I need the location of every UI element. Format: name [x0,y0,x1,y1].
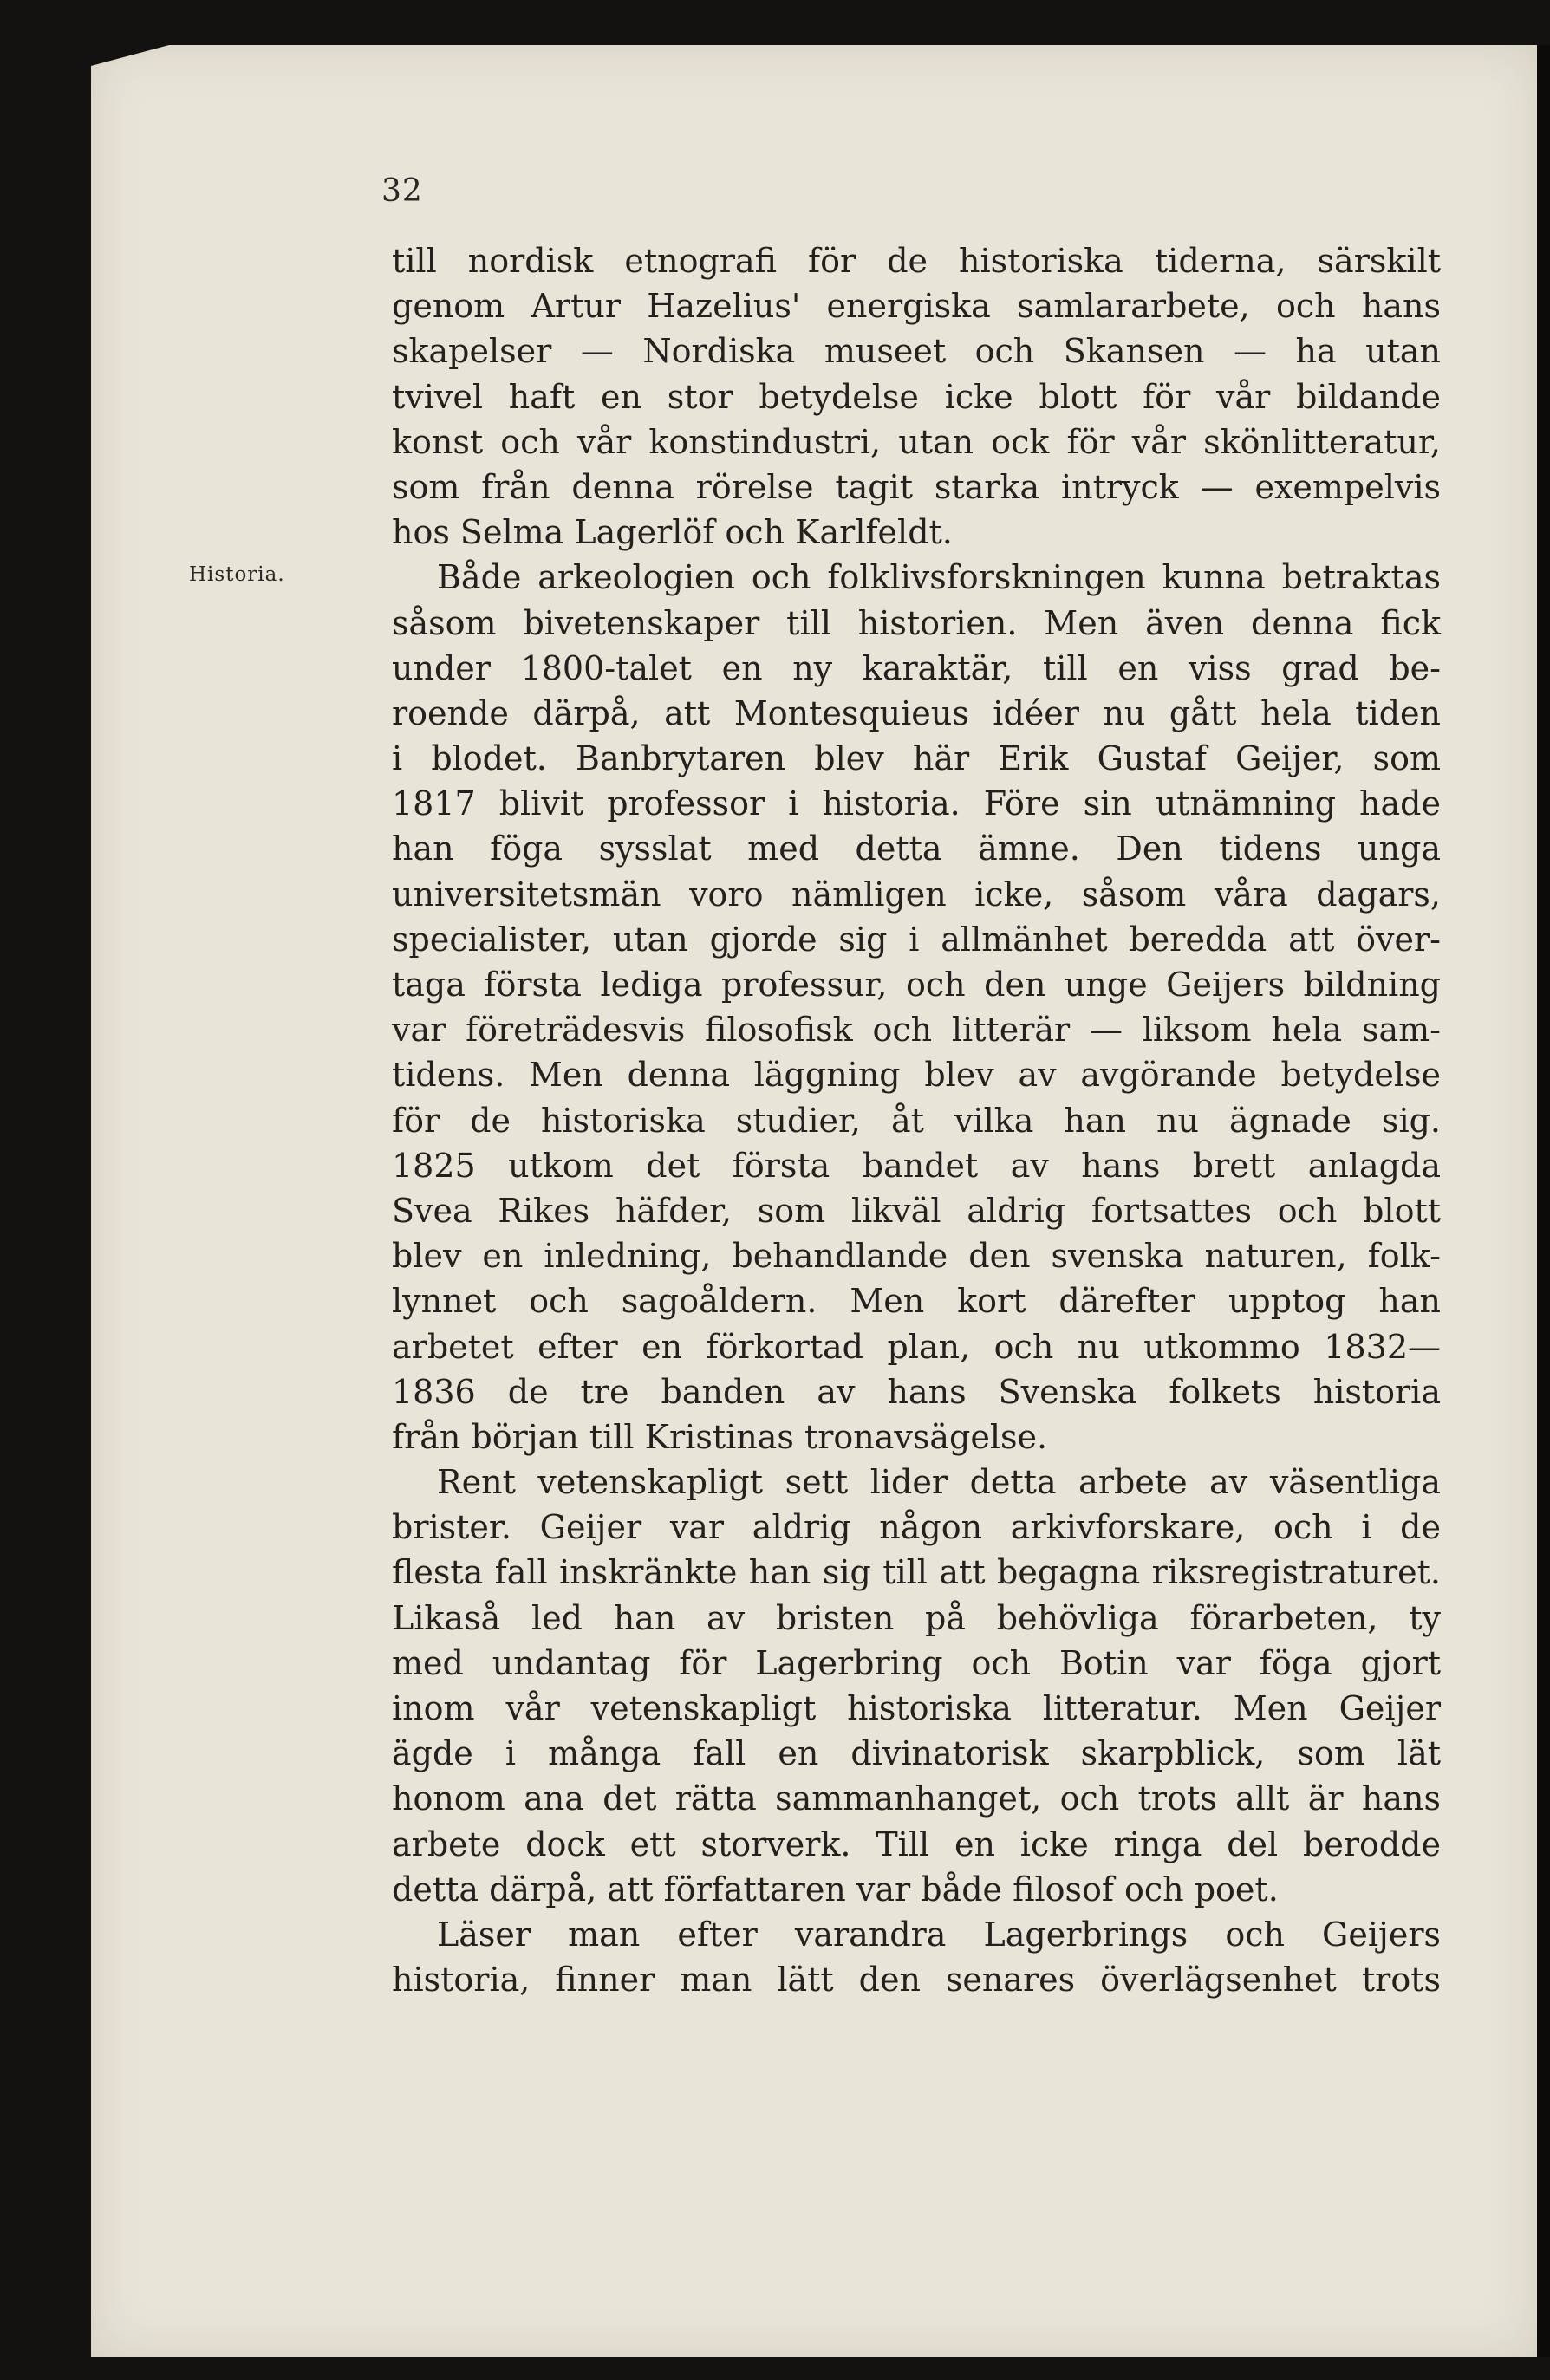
text-line: lynnet och sagoåldern. Men kort därefter upptog han [392,1282,1441,1321]
text-line: specialister, utan gjorde sig i allmänhet beredda att över- [392,920,1441,959]
page-binding-edge [1537,45,1550,2357]
text-line: Rent vetenskapligt sett lider detta arbete av väsentliga [437,1463,1441,1502]
text-line: arbete dock ett storverk. Till en icke ringa del berodde [392,1824,1441,1863]
text-line: konst och vår konstindustri, utan ock för vår skönlitteratur, [392,422,1441,461]
text-line: Både arkeologien och folklivsforskningen kunna betraktas [437,558,1441,597]
text-line: honom ana det rätta sammanhanget, och trots allt är hans [392,1779,1441,1818]
text-line: för de historiska studier, åt vilka han nu ägnade sig. [392,1101,1441,1140]
text-line: Svea Rikes häfder, som likväl aldrig fortsattes och blott [392,1191,1441,1230]
text-line: blev en inledning, behandlande den svenska naturen, folk- [392,1237,1441,1276]
text-line: hos Selma Lagerlöf och Karlfeldt. [392,513,953,552]
text-line: tvivel haft en stor betydelse icke blott för vår bildande [392,377,1441,416]
text-line: arbetet efter en förkortad plan, och nu utkommo 1832— [392,1327,1441,1366]
text-line: var företrädesvis filosofisk och litterär — liksom hela sam- [392,1011,1441,1050]
text-line: med undantag för Lagerbring och Botin var föga gjort [392,1643,1441,1682]
text-line: som från denna rörelse tagit starka intryck — exempelvis [392,467,1441,506]
text-line: från början till Kristinas tronavsägelse. [392,1417,1048,1456]
text-line: flesta fall inskränkte han sig till att begagna riksregistraturet. [392,1553,1441,1592]
text-line: under 1800-talet en ny karaktär, till en viss grad be- [392,648,1441,687]
text-line: han föga sysslat med detta ämne. Den tidens unga [392,829,1441,868]
text-line: Likaså led han av bristen på behövliga förarbeten, ty [392,1598,1441,1637]
text-line: skapelser — Nordiska museet och Skansen — ha utan [392,332,1441,371]
text-line: 1836 de tre banden av hans Svenska folkets historia [392,1372,1441,1411]
text-line: ägde i många fall en divinatorisk skarpblick, som lät [392,1734,1441,1773]
page-number: 32 [381,173,423,209]
text-line: detta därpå, att författaren var både filosof och poet. [392,1870,1279,1909]
text-line: 1817 blivit professor i historia. Före sin utnämning hade [392,784,1441,823]
body-text [392,238,1441,2002]
text-line: brister. Geijer var aldrig någon arkivforskare, och i de [392,1508,1441,1547]
text-line: inom vår vetenskapligt historiska litteratur. Men Geijer [392,1689,1441,1727]
text-line: tidens. Men denna läggning blev av avgörande betydelse [392,1056,1441,1095]
margin-note-historia: Historia. [189,563,285,586]
text-line: genom Artur Hazelius' energiska samlararbete, och hans [392,287,1441,326]
text-line: Läser man efter varandra Lagerbrings och Geijers [437,1915,1441,1954]
text-line: roende därpå, att Montesquieus idéer nu gått hela tiden [392,693,1441,732]
text-line: universitetsmän voro nämligen icke, såsom våra dagars, [392,875,1441,914]
text-line: 1825 utkom det första bandet av hans brett anlagda [392,1146,1441,1185]
text-line: till nordisk etnografi för de historiska tiderna, särskilt [392,242,1441,280]
text-line: såsom bivetenskaper till historien. Men även denna fick [392,603,1441,642]
text-line: i blodet. Banbrytaren blev här Erik Gustaf Geijer, som [392,739,1441,778]
text-line: historia, finner man lätt den senares överlägsenhet trots [392,1961,1441,2000]
text-line: taga första lediga professur, och den unge Geijers bildning [392,966,1441,1004]
page-corner-fold [91,45,169,66]
